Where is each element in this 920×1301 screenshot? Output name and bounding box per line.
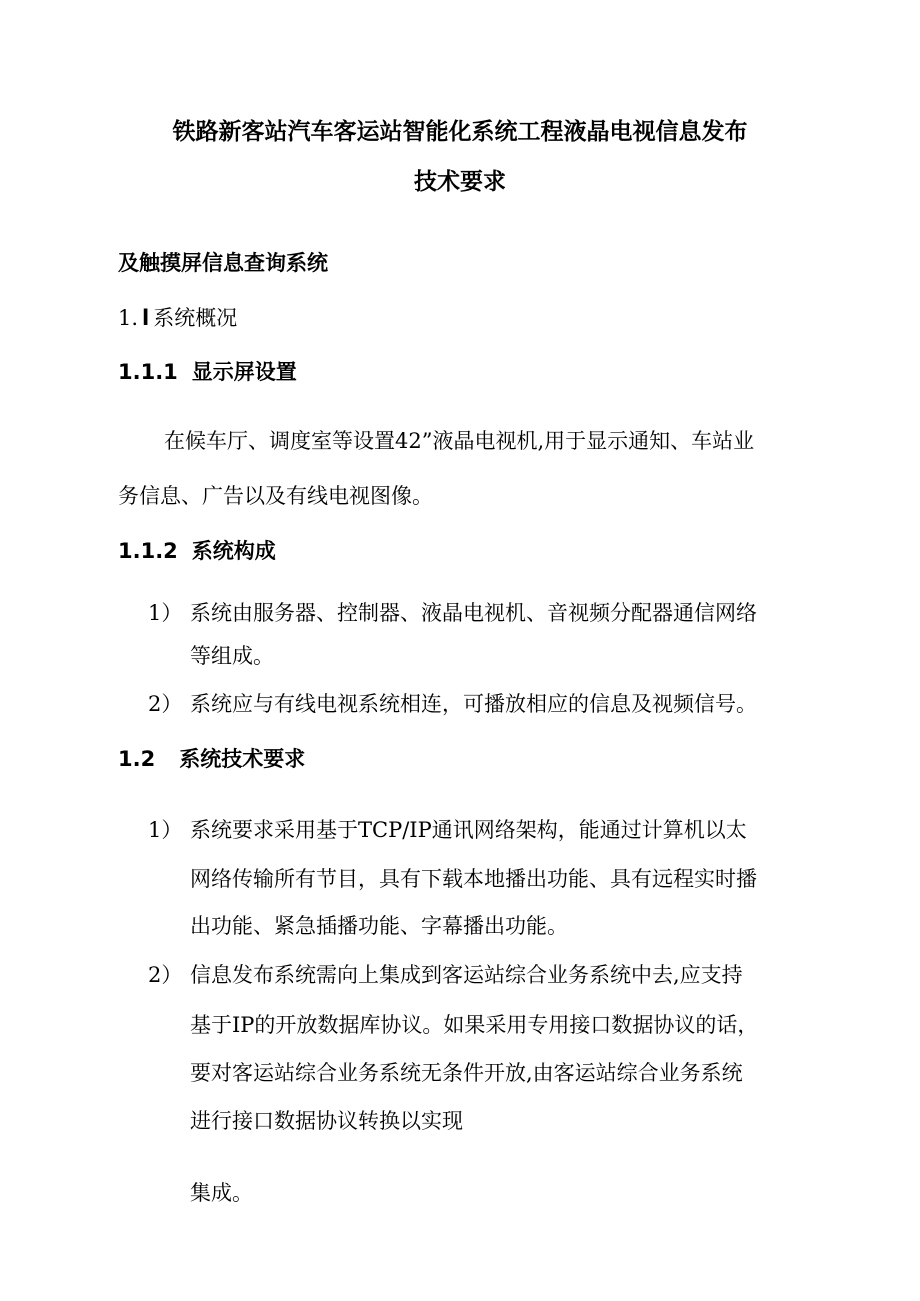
list-item-line: 基于IP的开放数据库协议。如果采用专用接口数据协议的话，: [190, 1013, 759, 1037]
list-item-marker: 2）: [148, 963, 183, 987]
list-item-line: 系统要求采用基于TCP/IP通讯网络架构，能通过计算机以太: [190, 818, 747, 842]
trailing-text: 集成。: [190, 1181, 253, 1205]
list-item-marker: 1）: [148, 818, 183, 842]
list-item-line: 等组成。: [190, 644, 274, 668]
list-item-line: 进行接口数据协议转换以实现: [190, 1109, 463, 1133]
system-heading: 及触摸屏信息查询系统: [118, 251, 328, 275]
doc-title-line-2: 技术要求: [414, 169, 506, 195]
list-item-line: 系统由服务器、控制器、液晶电视机、音视频分配器通信网络: [190, 601, 757, 625]
section-number-suffix: l: [142, 306, 150, 330]
list-item-line: 出功能、紧急插播功能、字幕播出功能。: [190, 914, 568, 938]
section-number: 1.: [118, 306, 139, 330]
list-item-marker: 1）: [148, 601, 183, 625]
paragraph-line: 在候车厅、调度室等设置42”液晶电视机,用于显示通知、车站业: [164, 429, 755, 453]
section-1-1-heading: [118, 303, 237, 333]
section-number: 1.2: [118, 747, 156, 771]
section-label: 系统技术要求: [179, 747, 306, 771]
section-label: 系统构成: [191, 539, 276, 563]
section-1-2-heading: [118, 744, 305, 774]
section-label: 系统概况: [153, 306, 238, 330]
doc-title-line-1: 铁路新客站汽车客运站智能化系统工程液晶电视信息发布: [172, 119, 748, 145]
paragraph-line: 务信息、广告以及有线电视图像。: [118, 484, 433, 508]
section-1-1-2-heading: [118, 536, 276, 566]
section-number: 1.1.2: [118, 539, 178, 563]
section-1-1-1-heading: [118, 357, 297, 387]
section-number: 1.1.1: [118, 360, 178, 384]
list-item-line: 信息发布系统需向上集成到客运站综合业务系统中去,应支持: [190, 963, 743, 987]
list-item-line: 网络传输所有节目，具有下载本地播出功能、具有远程实时播: [190, 867, 757, 891]
list-item-marker: 2）: [148, 692, 183, 716]
section-label: 显示屏设置: [191, 360, 297, 384]
list-item-line: 系统应与有线电视系统相连，可播放相应的信息及视频信号。: [190, 692, 757, 716]
list-item-line: 要对客运站综合业务系统无条件开放,由客运站综合业务系统: [190, 1061, 743, 1085]
